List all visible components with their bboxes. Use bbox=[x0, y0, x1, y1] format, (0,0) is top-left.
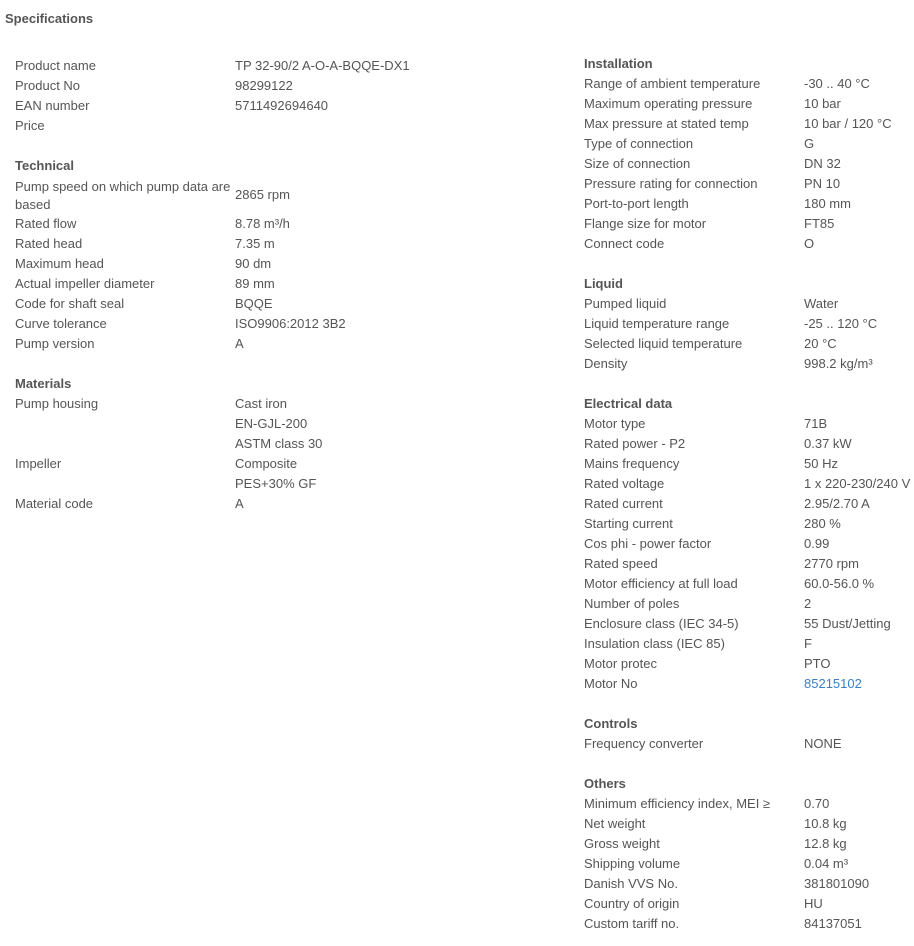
section-title-electrical: Electrical data bbox=[584, 396, 673, 411]
spec-value: NONE bbox=[804, 736, 842, 751]
spec-value: 98299122 bbox=[235, 78, 293, 93]
spec-value: 5711492694640 bbox=[235, 98, 329, 113]
spec-label: Pumped liquid bbox=[584, 296, 667, 311]
spec-label: Density bbox=[584, 356, 628, 371]
spec-value: 8.78 m³/h bbox=[235, 216, 290, 231]
spec-label: Flange size for motor bbox=[584, 216, 707, 231]
spec-value: 60.0-56.0 % bbox=[804, 576, 875, 591]
spec-value: 180 mm bbox=[804, 196, 851, 211]
spec-value: -25 .. 120 °C bbox=[804, 316, 878, 331]
spec-value: 10 bar bbox=[804, 96, 841, 111]
spec-value: 10.8 kg bbox=[804, 816, 847, 831]
spec-label: Number of poles bbox=[584, 596, 680, 611]
spec-label: Impeller bbox=[15, 456, 62, 471]
spec-label: Maximum operating pressure bbox=[584, 96, 753, 111]
spec-value: 2865 rpm bbox=[235, 187, 290, 202]
spec-value: 7.35 m bbox=[235, 236, 275, 251]
section-title-others: Others bbox=[584, 776, 626, 791]
spec-value: 20 °C bbox=[804, 336, 837, 351]
spec-label: Type of connection bbox=[584, 136, 694, 151]
spec-label: Pressure rating for connection bbox=[584, 176, 758, 191]
spec-value: 84137051 bbox=[804, 916, 862, 931]
spec-label: Material code bbox=[15, 496, 94, 511]
spec-value: Cast iron bbox=[235, 396, 288, 411]
spec-value: A bbox=[235, 496, 244, 511]
spec-value: 90 dm bbox=[235, 256, 272, 271]
spec-value: 0.99 bbox=[804, 536, 830, 551]
spec-label: Rated flow bbox=[15, 216, 77, 231]
spec-label: Minimum efficiency index, MEI ≥ bbox=[584, 796, 771, 811]
spec-value: G bbox=[804, 136, 815, 151]
spec-label: Pump housing bbox=[15, 396, 99, 411]
spec-value: 0.70 bbox=[804, 796, 830, 811]
motor-no-link[interactable]: 85215102 bbox=[804, 676, 862, 691]
spec-label: Frequency converter bbox=[584, 736, 704, 751]
spec-label: Pump version bbox=[15, 336, 95, 351]
spec-value: 0.37 kW bbox=[804, 436, 852, 451]
spec-value: 2770 rpm bbox=[804, 556, 859, 571]
spec-label: Motor protec bbox=[584, 656, 657, 671]
spec-value: 50 Hz bbox=[804, 456, 838, 471]
spec-label: Liquid temperature range bbox=[584, 316, 730, 331]
page-title: Specifications bbox=[5, 11, 94, 26]
spec-label: Pump speed on which pump data are based bbox=[15, 179, 231, 212]
spec-label: Rated speed bbox=[584, 556, 658, 571]
section-title-materials: Materials bbox=[15, 376, 72, 391]
spec-label: Range of ambient temperature bbox=[584, 76, 761, 91]
spec-value: O bbox=[804, 236, 815, 251]
spec-value: 2 bbox=[804, 596, 812, 611]
section-title-controls: Controls bbox=[584, 716, 638, 731]
spec-label: Starting current bbox=[584, 516, 673, 531]
spec-value: 280 % bbox=[804, 516, 841, 531]
section-title-liquid: Liquid bbox=[584, 276, 623, 291]
spec-label: EAN number bbox=[15, 98, 90, 113]
spec-value: 998.2 kg/m³ bbox=[804, 356, 873, 371]
section-title-installation: Installation bbox=[584, 56, 653, 71]
spec-value: 89 mm bbox=[235, 276, 275, 291]
spec-label: Actual impeller diameter bbox=[15, 276, 155, 291]
spec-value: PES+30% GF bbox=[235, 476, 317, 491]
spec-value: 0.04 m³ bbox=[804, 856, 849, 871]
spec-label: Rated voltage bbox=[584, 476, 665, 491]
spec-label: Insulation class (IEC 85) bbox=[584, 636, 725, 651]
spec-value: EN-GJL-200 bbox=[235, 416, 308, 431]
spec-label: Product name bbox=[15, 58, 96, 73]
spec-value: HU bbox=[804, 896, 823, 911]
spec-value: 1 x 220-230/240 V bbox=[804, 476, 911, 491]
spec-value: Composite bbox=[235, 456, 298, 471]
spec-label: Selected liquid temperature bbox=[584, 336, 743, 351]
spec-label: Custom tariff no. bbox=[584, 916, 680, 931]
spec-value: 381801090 bbox=[804, 876, 870, 891]
spec-label: Danish VVS No. bbox=[584, 876, 678, 891]
spec-label: Curve tolerance bbox=[15, 316, 107, 331]
spec-label: Shipping volume bbox=[584, 856, 681, 871]
spec-value: PN 10 bbox=[804, 176, 841, 191]
spec-value: BQQE bbox=[235, 296, 273, 311]
spec-label: Max pressure at stated temp bbox=[584, 116, 749, 131]
spec-label: Motor efficiency at full load bbox=[584, 576, 738, 591]
spec-label: Rated current bbox=[584, 496, 663, 511]
spec-value: Water bbox=[804, 296, 839, 311]
spec-value: 55 Dust/Jetting bbox=[804, 616, 891, 631]
spec-label: Net weight bbox=[584, 816, 646, 831]
spec-value: F bbox=[804, 636, 812, 651]
spec-value: 2.95/2.70 A bbox=[804, 496, 870, 511]
spec-value: ISO9906:2012 3B2 bbox=[235, 316, 346, 331]
spec-value: 71B bbox=[804, 416, 828, 431]
spec-label: Price bbox=[15, 118, 45, 133]
spec-label: Maximum head bbox=[15, 256, 104, 271]
section-title-technical: Technical bbox=[15, 158, 75, 173]
spec-value: DN 32 bbox=[804, 156, 841, 171]
spec-label: Gross weight bbox=[584, 836, 660, 851]
spec-value: PTO bbox=[804, 656, 831, 671]
spec-label: Rated power - P2 bbox=[584, 436, 686, 451]
spec-label: Country of origin bbox=[584, 896, 680, 911]
spec-value: 12.8 kg bbox=[804, 836, 847, 851]
spec-label: Code for shaft seal bbox=[15, 296, 125, 311]
spec-label: Motor No bbox=[584, 676, 638, 691]
spec-label: Mains frequency bbox=[584, 456, 680, 471]
spec-value: TP 32-90/2 A-O-A-BQQE-DX1 bbox=[235, 58, 410, 73]
spec-value: FT85 bbox=[804, 216, 835, 231]
spec-value: A bbox=[235, 336, 244, 351]
spec-label: Product No bbox=[15, 78, 81, 93]
spec-label: Port-to-port length bbox=[584, 196, 689, 211]
spec-label: Cos phi - power factor bbox=[584, 536, 712, 551]
spec-value: 10 bar / 120 °C bbox=[804, 116, 892, 131]
spec-label: Rated head bbox=[15, 236, 83, 251]
spec-label: Size of connection bbox=[584, 156, 691, 171]
spec-value: ASTM class 30 bbox=[235, 436, 323, 451]
spec-label: Connect code bbox=[584, 236, 665, 251]
spec-value: -30 .. 40 °C bbox=[804, 76, 870, 91]
spec-label: Enclosure class (IEC 34-5) bbox=[584, 616, 739, 631]
spec-label: Motor type bbox=[584, 416, 646, 431]
